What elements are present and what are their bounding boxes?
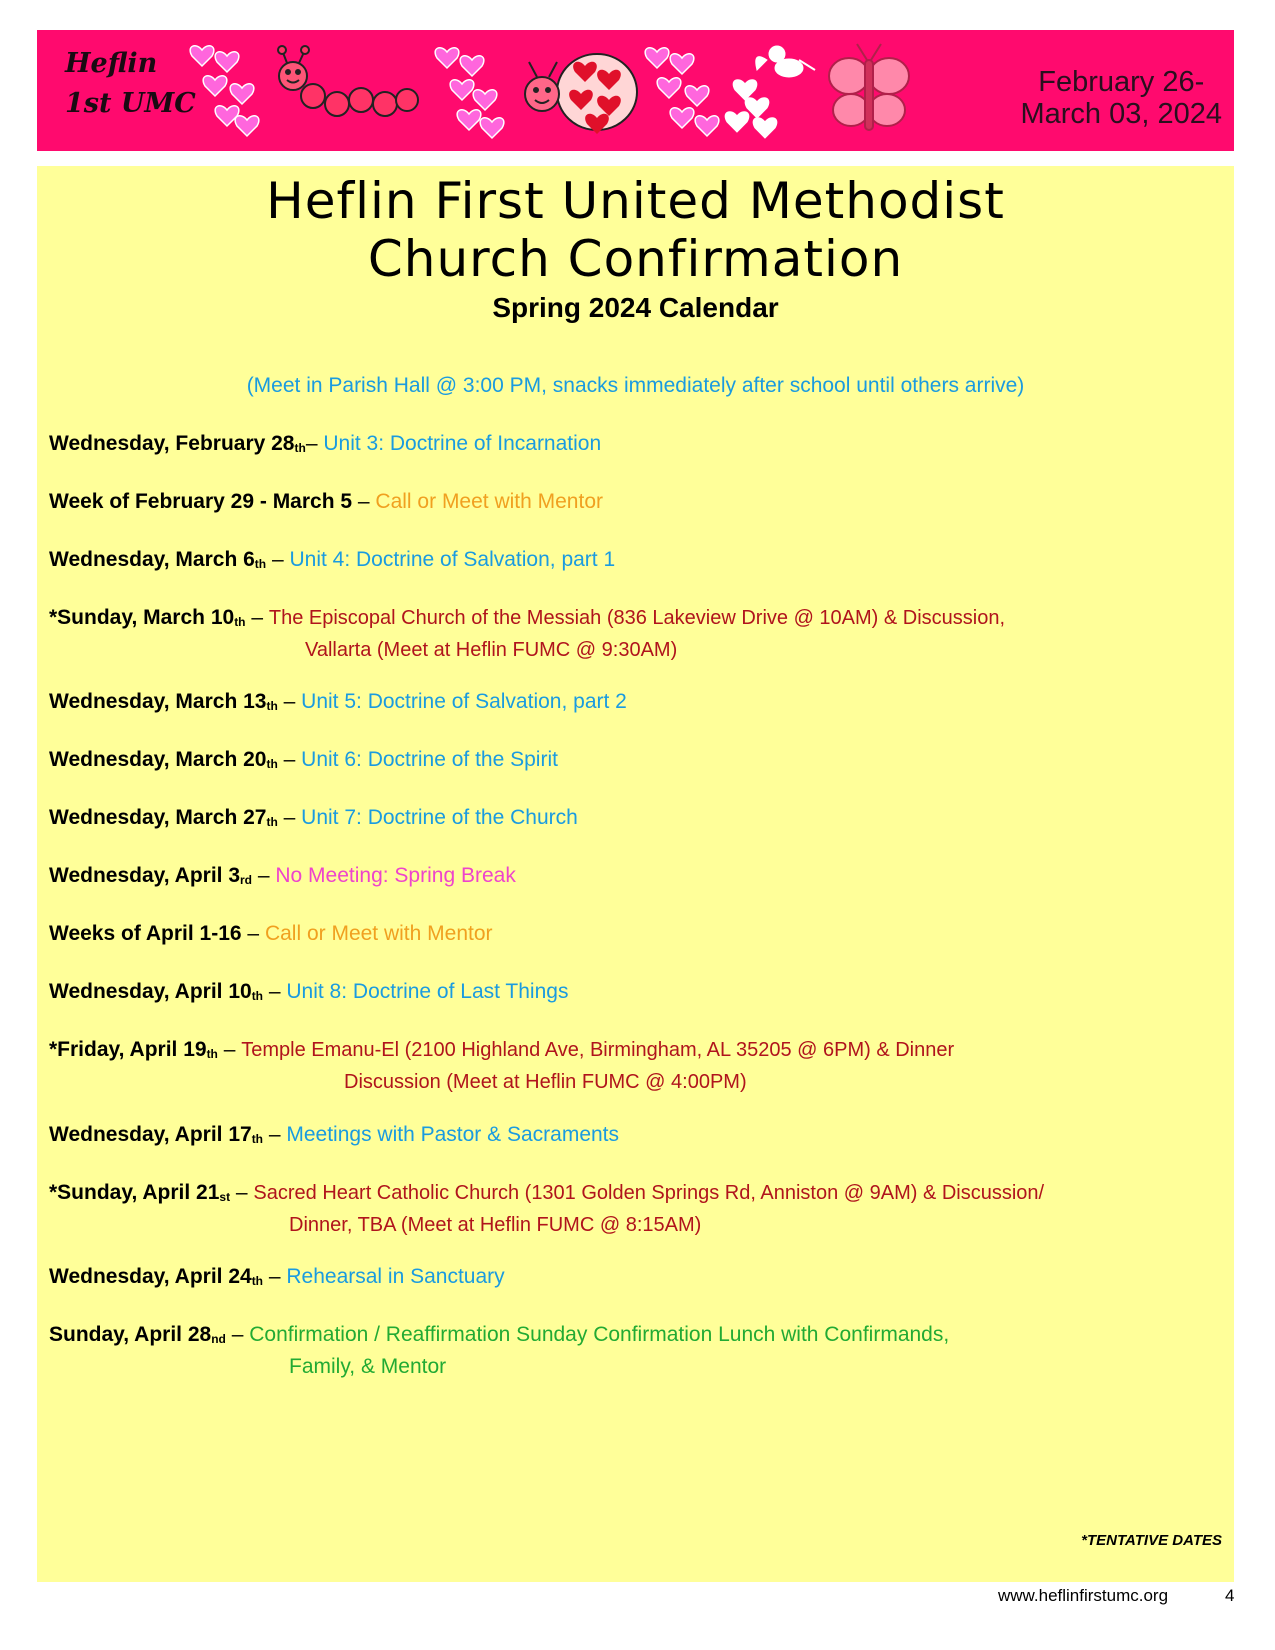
calendar-entry [49,604,1005,664]
heart-cluster-icon [190,46,259,136]
entry-date: Wednesday, March 13 [49,690,267,713]
calendar-entry [49,978,568,1010]
logo-line-1: Heflin [65,48,158,79]
entry-separator: – [277,806,302,829]
date-ordinal-suffix: th [254,557,267,571]
entry-date: Weeks of April 1-16 [49,922,242,945]
entry-description: Unit 7: Doctrine of the Church [301,806,578,829]
entry-description: Call or Meet with Mentor [264,922,493,945]
date-ordinal-suffix: th [266,815,278,829]
entry-date: Sunday, April 28 [49,1323,212,1346]
entry-description: The Episcopal Church of the Messiah (836 Lakeview Drive @ 10AM) & Discussion, [268,607,1006,629]
date-ordinal-suffix: th [251,989,264,1003]
date-ordinal-suffix: th [251,1132,264,1146]
calendar-entry [49,804,578,836]
date-ordinal-suffix: nd [211,1332,226,1346]
calendar-entry [49,1263,505,1295]
entry-description: Unit 6: Doctrine of the Spirit [301,748,558,771]
entry-separator: – [245,606,269,629]
entry-description: No Meeting: Spring Break [275,864,516,887]
entry-separator: – [277,690,302,713]
entry-separator: – [277,748,302,771]
page-number: 4 [1225,1586,1235,1605]
entry-description: Rehearsal in Sanctuary [286,1265,505,1288]
caterpillar-icon [278,46,418,116]
entry-description: Unit 3: Doctrine of Incarnation [323,432,602,455]
meeting-note: (Meet in Parish Hall @ 3:00 PM, snacks immediately after school until others arrive) [246,374,1025,397]
entry-description: Unit 5: Doctrine of Salvation, part 2 [301,690,627,713]
date-ordinal-suffix: rd [240,873,252,887]
entry-date: Wednesday, March 6 [49,548,255,571]
calendar-entry [49,746,558,778]
calendar-entry [49,862,516,894]
entry-date: Wednesday, April 24 [49,1265,252,1288]
entry-date: *Sunday, April 21 [49,1181,220,1204]
footer-website[interactable]: www.heflinfirstumc.org [998,1586,1169,1605]
entry-date: Wednesday, April 10 [49,980,252,1003]
tentative-note: *TENTATIVE DATES [1081,1532,1222,1549]
entry-description: Meetings with Pastor & Sacraments [286,1123,620,1146]
entry-separator: – [352,490,376,513]
logo-line-2: 1st UMC [65,88,196,119]
ladybug-icon [525,54,637,134]
date-ordinal-suffix: th [266,757,278,771]
calendar-entry [49,488,603,516]
calendar-entry [49,1121,619,1153]
entry-date: Wednesday, February 28 [49,432,295,455]
entry-description-continued: Discussion (Meet at Heflin FUMC @ 4:00PM) [344,1071,747,1093]
entry-date: Wednesday, March 27 [49,806,267,829]
date-ordinal-suffix: th [234,615,246,629]
calendar-entry [49,920,493,948]
entry-description-continued: Family, & Mentor [289,1355,447,1378]
entry-description: Unit 8: Doctrine of Last Things [286,980,569,1003]
date-ordinal-suffix: st [219,1190,231,1204]
entry-separator: – [217,1038,242,1061]
calendar-entry [49,1036,954,1096]
entry-date: Wednesday, April 3 [49,864,240,887]
entry-description: Temple Emanu-El (2100 Highland Ave, Birmingham, AL 35205 @ 6PM) & Dinner [241,1039,955,1061]
entry-separator: – [225,1323,250,1346]
entry-separator: – [230,1181,254,1204]
header-banner [37,30,1234,151]
entry-description-continued: Dinner, TBA (Meet at Heflin FUMC @ 8:15AM) [289,1214,702,1236]
entry-description: Sacred Heart Catholic Church (1301 Golden Springs Rd, Anniston @ 9AM) & Discussion/ [253,1182,1045,1204]
entry-separator: – [252,864,276,887]
date-ordinal-suffix: th [294,441,306,455]
date-ordinal-suffix: th [206,1047,218,1061]
entry-date: *Friday, April 19 [49,1038,207,1061]
heart-cluster-icon [435,48,504,138]
butterfly-icon [829,44,909,130]
page-title [37,172,1234,288]
church-logo [65,44,196,124]
cupid-icon [725,46,815,138]
entry-separator: – [266,548,290,571]
calendar-entry [49,688,627,720]
calendar-entry [49,546,615,578]
date-ordinal-suffix: th [251,1274,264,1288]
entry-description-continued: Vallarta (Meet at Heflin FUMC @ 9:30AM) [305,639,678,661]
calendar-entry [49,1321,949,1381]
entry-separator: – [305,432,324,455]
entry-description: Unit 4: Doctrine of Salvation, part 1 [289,548,616,571]
date-ordinal-suffix: th [266,699,278,713]
date-line-1: February 26- [1038,66,1205,98]
page-subtitle: Spring 2024 Calendar [492,292,779,323]
calendar-entry [49,430,601,462]
entry-separator: – [263,1265,287,1288]
title-line-2: Church Confirmation [367,230,904,288]
entry-date: Week of February 29 - March 5 [49,490,353,513]
title-line-1: Heflin First United Methodist [266,172,1005,230]
date-line-2: March 03, 2024 [1020,98,1222,130]
entry-separator: – [263,980,287,1003]
entry-description: Confirmation / Reaffirmation Sunday Confirmation Lunch with Confirmands, [249,1323,950,1346]
calendar-entry [49,1179,1044,1239]
entry-date: Wednesday, April 17 [49,1123,252,1146]
entry-separator: – [241,922,265,945]
entry-description: Call or Meet with Mentor [375,490,603,513]
entry-date: *Sunday, March 10 [49,606,235,629]
entry-separator: – [263,1123,287,1146]
bulletin-date [1020,66,1222,130]
entry-date: Wednesday, March 20 [49,748,267,771]
calendar-panel [37,166,1234,1582]
heart-cluster-icon [645,48,719,136]
